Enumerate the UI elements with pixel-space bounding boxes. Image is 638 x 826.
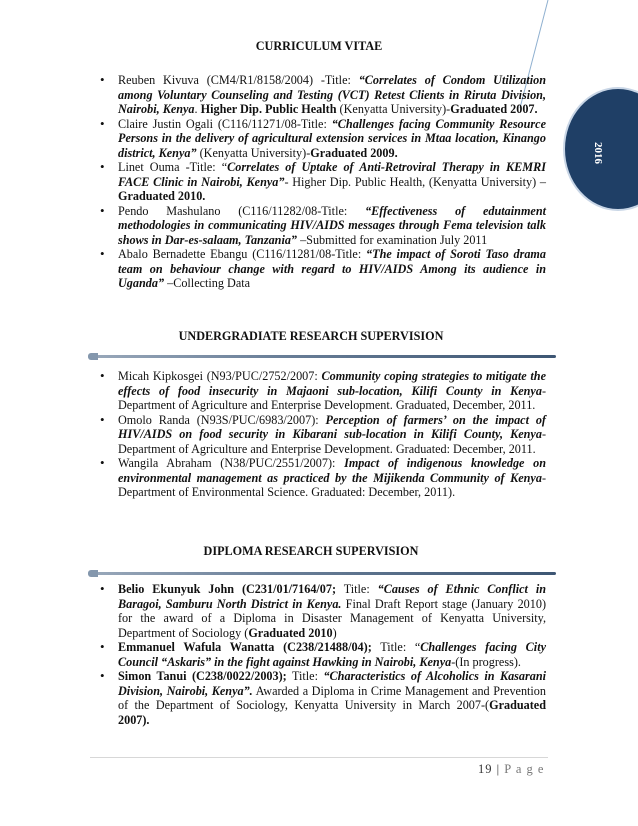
list-item: • Omolo Randa (N93S/PUC/6983/2007): Perception of farmers’ on the impact of HIV/AIDS on food security in Kibarani sub-location in Kilifi County, Kenya-Department of Agriculture and Enterprise Development. Graduated: December, 2011. bbox=[100, 413, 546, 457]
list-item: • Wangila Abraham (N38/PUC/2551/2007): Impact of indigenous knowledge on environmental management as practiced by the Mijikenda Community of Kenya-Department of Environmental Science. Graduated: December, 2011). bbox=[100, 456, 546, 500]
year-badge-text: 2016 bbox=[592, 142, 604, 164]
list-item: • Micah Kipkosgei (N93/PUC/2752/2007: Community coping strategies to mitigate the effects of food insecurity in Majaoni sub-location, Kilifi County in Kenya-Department of Agriculture and Enterprise Development. Graduated, December, 2011. bbox=[100, 369, 546, 413]
section-heading-diploma: DIPLOMA RESEARCH SUPERVISION bbox=[203, 544, 419, 558]
section-divider bbox=[88, 355, 556, 358]
list-item: • Simon Tanui (C238/0022/2003); Title: “Characteristics of Alcoholics in Kasarani Division, Nairobi, Kenya”. Awarded a Diploma in Crime Management and Prevention of the Department of Sociology, Kenyatta University in March 2007-(Graduated 2007). bbox=[100, 669, 546, 727]
undergrad-supervision-list bbox=[100, 369, 546, 500]
list-item: • Abalo Bernadette Ebangu (C116/11281/08-Title: “The impact of Soroti Taso drama team on behaviour change with regard to HIV/AIDS Among its audience in Uganda” –Collecting Data bbox=[100, 247, 546, 291]
postgraduate-supervision-list bbox=[100, 73, 546, 291]
list-item: • Linet Ouma -Title: “Correlates of Uptake of Anti-Retroviral Therapy in KEMRI FACE Clinic in Nairobi, Kenya”- Higher Dip. Public Health, (Kenyatta University) –Graduated 2010. bbox=[100, 160, 546, 204]
section-heading-undergrad: UNDERGRADIATE RESEARCH SUPERVISION bbox=[178, 329, 444, 343]
section-divider bbox=[88, 572, 556, 575]
diploma-supervision-list bbox=[100, 582, 546, 727]
list-item: • Claire Justin Ogali (C116/11271/08-Title: “Challenges facing Community Resource Persons in the delivery of agricultural extension services in Mtaa location, Kinango district, Kenya” (Kenyatta University)-Graduated 2009. bbox=[100, 117, 546, 161]
footer-divider bbox=[90, 757, 548, 758]
page-number: 19 | P a g e bbox=[478, 762, 545, 776]
list-item: • Belio Ekunyuk John (C231/01/7164/07; Title: “Causes of Ethnic Conflict in Baragoi, Samburu North District in Kenya. Final Draft Report stage (January 2010) for the award of a Diploma in Disaster Management of Kenyatta University, Department of Sociology (Graduated 2010) bbox=[100, 582, 546, 640]
list-item: • Emmanuel Wafula Wanatta (C238/21488/04); Title: “Challenges facing City Council “Askaris” in the fight against Hawking in Nairobi, Kenya-(In progress). bbox=[100, 640, 546, 669]
page-title: CURRICULUM VITAE bbox=[255, 39, 383, 53]
list-item: • Reuben Kivuva (CM4/R1/8158/2004) -Title: “Correlates of Condom Utilization among Voluntary Counseling and Testing (VCT) Retest Clients in Riruta Division, Nairobi, Kenya. Higher Dip. Public Health (Kenyatta University)-Graduated 2007. bbox=[100, 73, 546, 117]
list-item: • Pendo Mashulano (C116/11282/08-Title: “Effectiveness of edutainment methodologies in communicating HIV/AIDS messages through Fema television talk shows in Dar-es-salaam, Tanzania” –Submitted for examination July 2011 bbox=[100, 204, 546, 248]
